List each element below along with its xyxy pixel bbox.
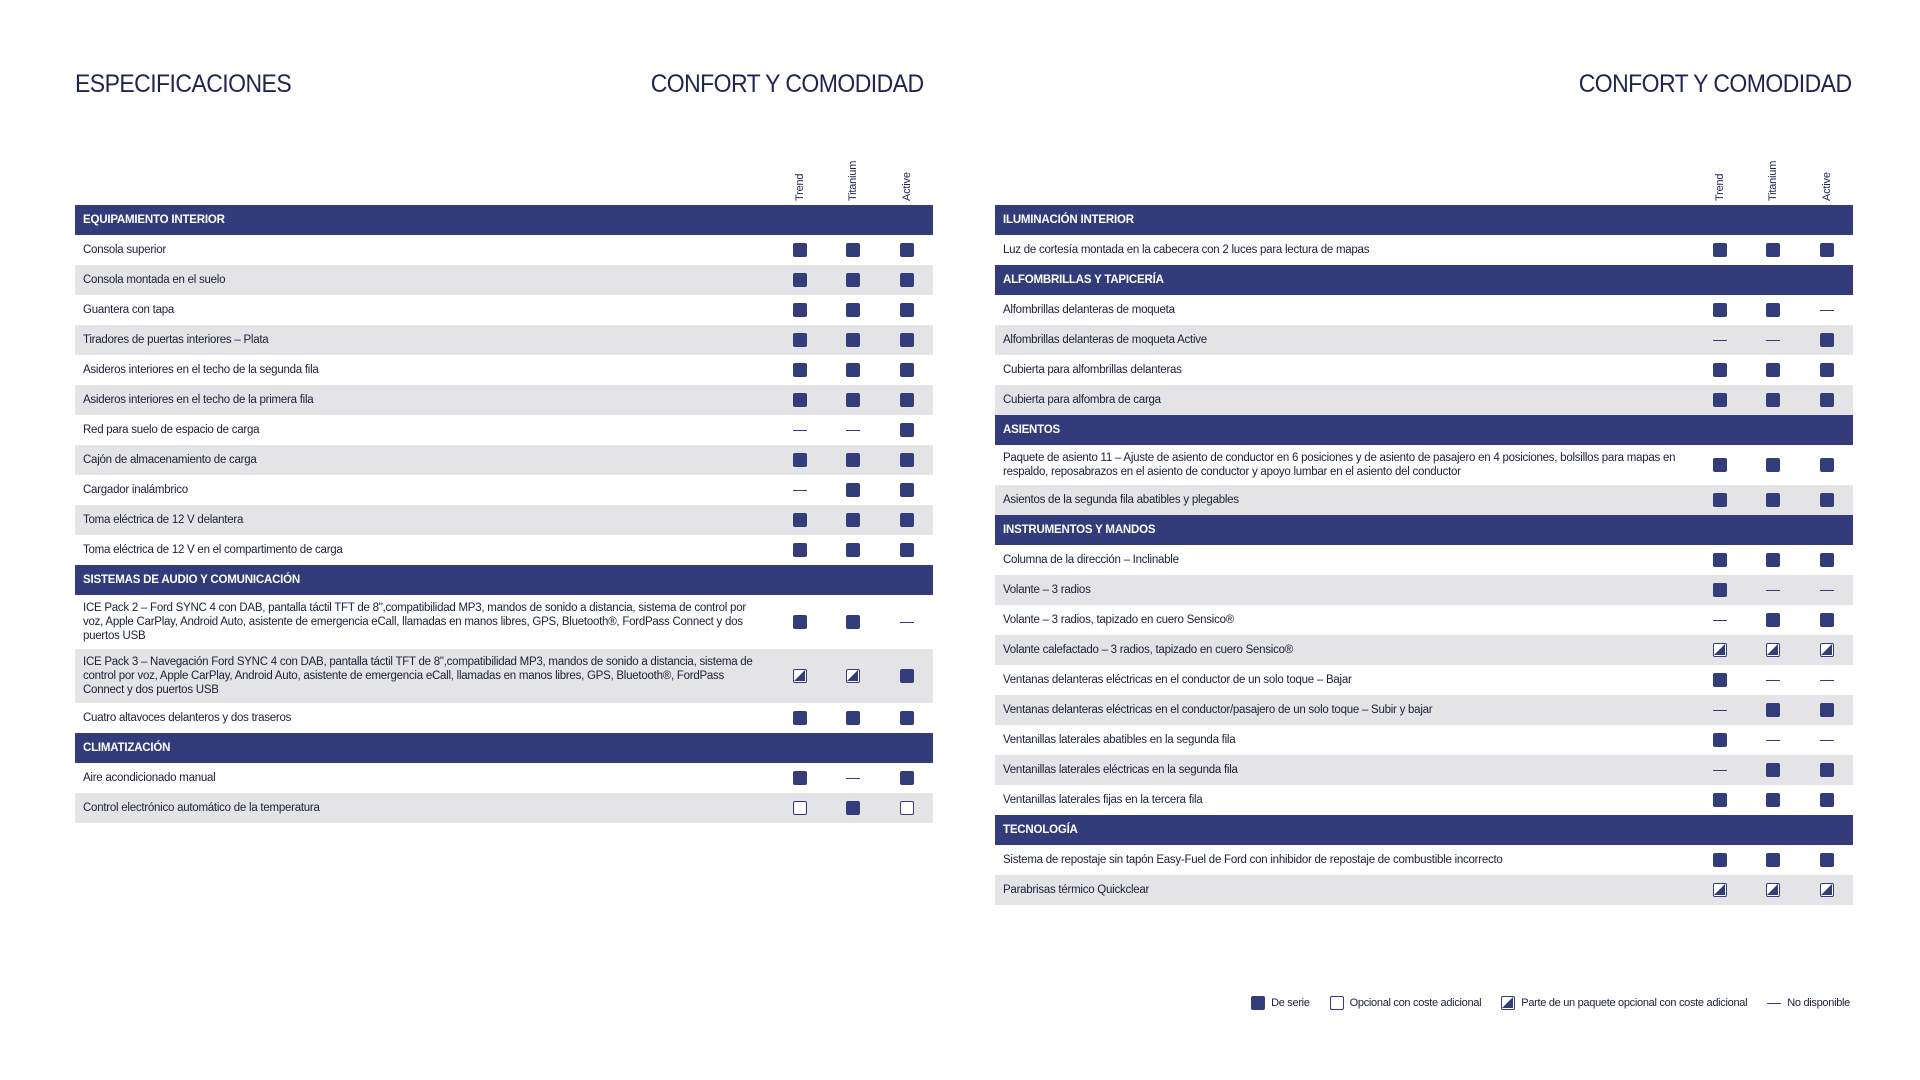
feature-label: Cuatro altavoces delanteros y dos traseros bbox=[83, 712, 292, 724]
standard-mark-icon bbox=[846, 513, 860, 527]
standard-mark-icon bbox=[793, 393, 807, 407]
standard-mark-icon bbox=[846, 303, 860, 317]
standard-mark-icon bbox=[1713, 733, 1727, 747]
standard-mark-icon bbox=[846, 543, 860, 557]
table-row bbox=[75, 703, 933, 733]
standard-mark-icon bbox=[1766, 703, 1780, 717]
standard-mark-icon bbox=[846, 273, 860, 287]
standard-mark-icon bbox=[1713, 793, 1727, 807]
standard-mark-icon bbox=[900, 771, 914, 785]
unavailable-dash-icon bbox=[1820, 590, 1834, 591]
feature-label: Alfombrillas delanteras de moqueta bbox=[1003, 304, 1175, 316]
feature-label: Ventanillas laterales eléctricas en la segunda fila bbox=[1003, 764, 1238, 776]
standard-mark-icon bbox=[846, 711, 860, 725]
standard-mark-icon bbox=[793, 513, 807, 527]
legend-package bbox=[1501, 996, 1747, 1010]
unavailable-dash-icon bbox=[1820, 310, 1834, 311]
standard-mark-icon bbox=[1766, 303, 1780, 317]
standard-mark-icon bbox=[793, 303, 807, 317]
table-row bbox=[995, 295, 1853, 325]
standard-mark-icon bbox=[1820, 493, 1834, 507]
standard-mark-icon bbox=[900, 273, 914, 287]
table-row bbox=[995, 485, 1853, 515]
table-body bbox=[75, 205, 933, 823]
standard-mark-icon bbox=[1713, 363, 1727, 377]
table-row bbox=[995, 575, 1853, 605]
table-row bbox=[995, 845, 1853, 875]
standard-mark-icon bbox=[1820, 333, 1834, 347]
table-row bbox=[75, 535, 933, 565]
standard-mark-icon bbox=[1820, 613, 1834, 627]
feature-label: Cubierta para alfombrillas delanteras bbox=[1003, 364, 1182, 376]
feature-label: Red para suelo de espacio de carga bbox=[83, 424, 260, 436]
feature-label: Volante – 3 radios bbox=[1003, 584, 1091, 596]
unavailable-dash-icon bbox=[846, 430, 860, 431]
column-trend: Trend bbox=[1714, 173, 1726, 201]
standard-mark-icon bbox=[1713, 673, 1727, 687]
table-row bbox=[75, 595, 933, 649]
feature-label: ICE Pack 2 – Ford SYNC 4 con DAB, pantalla táctil TFT de 8",compatibilidad MP3, mandos de sonido a distancia, sistema de control por voz, Apple CarPlay, Android Auto, asistente de emergencia eCall, llamadas en manos libres, GPS, Bluetooth®, FordPass Connect y dos puertos USB bbox=[83, 602, 746, 642]
table-row bbox=[75, 475, 933, 505]
package-mark-icon bbox=[1820, 643, 1834, 657]
table-body bbox=[995, 205, 1853, 905]
table-row bbox=[995, 385, 1853, 415]
standard-mark-icon bbox=[1766, 243, 1780, 257]
table-row bbox=[75, 793, 933, 823]
feature-label: Cajón de almacenamiento de carga bbox=[83, 454, 257, 466]
legend-optional bbox=[1330, 996, 1482, 1010]
feature-label: Ventanas delanteras eléctricas en el conductor/pasajero de un solo toque – Subir y bajar bbox=[1003, 704, 1433, 716]
standard-mark-icon bbox=[900, 543, 914, 557]
unavailable-dash-icon bbox=[1713, 340, 1727, 341]
table-row bbox=[995, 355, 1853, 385]
unavailable-dash-icon bbox=[846, 778, 860, 779]
standard-mark-icon bbox=[1820, 763, 1834, 777]
table-row bbox=[75, 649, 933, 703]
standard-mark-icon bbox=[793, 333, 807, 347]
table-row bbox=[995, 605, 1853, 635]
standard-mark-icon bbox=[1766, 553, 1780, 567]
unavailable-dash-icon bbox=[1766, 740, 1780, 741]
table-row bbox=[995, 325, 1853, 355]
legend-standard-label: De serie bbox=[1271, 997, 1310, 1009]
standard-mark-icon bbox=[1766, 393, 1780, 407]
section-header: INSTRUMENTOS Y MANDOS bbox=[995, 515, 1853, 545]
section-header: ILUMINACIÓN INTERIOR bbox=[995, 205, 1853, 235]
standard-mark-icon bbox=[900, 303, 914, 317]
table-row bbox=[995, 755, 1853, 785]
feature-label: Volante – 3 radios, tapizado en cuero Sensico® bbox=[1003, 614, 1234, 626]
table-row bbox=[75, 763, 933, 793]
feature-label: Consola montada en el suelo bbox=[83, 274, 226, 286]
table-row bbox=[995, 725, 1853, 755]
standard-mark-icon bbox=[900, 669, 914, 683]
standard-mark-icon bbox=[846, 801, 860, 815]
feature-label: Sistema de repostaje sin tapón Easy-Fuel de Ford con inhibidor de repostaje de combustible incorrecto bbox=[1003, 854, 1503, 866]
standard-mark-icon bbox=[1713, 243, 1727, 257]
feature-label: Toma eléctrica de 12 V en el compartimento de carga bbox=[83, 544, 343, 556]
table-row bbox=[995, 635, 1853, 665]
legend-optional-label: Opcional con coste adicional bbox=[1349, 997, 1482, 1009]
package-mark-icon bbox=[793, 669, 807, 683]
standard-mark-icon bbox=[846, 363, 860, 377]
standard-mark-icon bbox=[1820, 703, 1834, 717]
section-header: ALFOMBRILLAS Y TAPICERÍA bbox=[995, 265, 1853, 295]
package-mark-icon bbox=[846, 669, 860, 683]
section-header: SISTEMAS DE AUDIO Y COMUNICACIÓN bbox=[75, 565, 933, 595]
table-row bbox=[75, 265, 933, 295]
standard-mark-icon bbox=[1766, 853, 1780, 867]
column-headers bbox=[995, 125, 1853, 205]
standard-mark-icon bbox=[900, 363, 914, 377]
standard-mark-icon bbox=[793, 273, 807, 287]
right-spec-table bbox=[995, 125, 1853, 905]
column-titanium: Titanium bbox=[1767, 160, 1779, 201]
feature-label: Guantera con tapa bbox=[83, 304, 175, 316]
left-spec-table bbox=[75, 125, 933, 823]
unavailable-dash-icon bbox=[1766, 340, 1780, 341]
table-row bbox=[75, 325, 933, 355]
legend bbox=[1231, 996, 1850, 1010]
standard-mark-icon bbox=[793, 711, 807, 725]
empty-square-icon bbox=[1330, 996, 1344, 1010]
standard-mark-icon bbox=[1820, 393, 1834, 407]
table-row bbox=[75, 415, 933, 445]
feature-label: ICE Pack 3 – Navegación Ford SYNC 4 con DAB, pantalla táctil TFT de 8",compatibilidad MP3, mandos de sonido a distancia, sistema de control por voz, Apple CarPlay, Android Auto, asistente de emergencia eCall, llamadas en manos libres, GPS, Bluetooth®, FordPass Connect y dos puertos USB bbox=[83, 656, 753, 696]
table-row bbox=[995, 665, 1853, 695]
unavailable-dash-icon bbox=[1713, 620, 1727, 621]
column-active: Active bbox=[901, 172, 913, 201]
standard-mark-icon bbox=[1713, 458, 1727, 472]
standard-mark-icon bbox=[793, 771, 807, 785]
table-row bbox=[75, 295, 933, 325]
standard-mark-icon bbox=[793, 243, 807, 257]
feature-label: Aire acondicionado manual bbox=[83, 772, 216, 784]
dash-icon bbox=[1767, 1003, 1781, 1004]
table-row bbox=[995, 235, 1853, 265]
standard-mark-icon bbox=[1820, 243, 1834, 257]
package-mark-icon bbox=[1820, 883, 1834, 897]
standard-mark-icon bbox=[1766, 493, 1780, 507]
standard-mark-icon bbox=[900, 711, 914, 725]
table-row bbox=[75, 355, 933, 385]
standard-mark-icon bbox=[1820, 553, 1834, 567]
standard-mark-icon bbox=[846, 243, 860, 257]
standard-mark-icon bbox=[900, 393, 914, 407]
standard-mark-icon bbox=[1820, 853, 1834, 867]
standard-mark-icon bbox=[846, 333, 860, 347]
standard-mark-icon bbox=[900, 513, 914, 527]
standard-mark-icon bbox=[1713, 553, 1727, 567]
unavailable-dash-icon bbox=[1713, 710, 1727, 711]
standard-mark-icon bbox=[846, 393, 860, 407]
standard-mark-icon bbox=[1766, 458, 1780, 472]
legend-unavailable bbox=[1767, 997, 1850, 1009]
optional-mark-icon bbox=[900, 801, 914, 815]
standard-mark-icon bbox=[900, 453, 914, 467]
feature-label: Alfombrillas delanteras de moqueta Active bbox=[1003, 334, 1207, 346]
standard-mark-icon bbox=[793, 543, 807, 557]
standard-mark-icon bbox=[793, 615, 807, 629]
unavailable-dash-icon bbox=[793, 430, 807, 431]
standard-mark-icon bbox=[1766, 793, 1780, 807]
feature-label: Toma eléctrica de 12 V delantera bbox=[83, 514, 244, 526]
unavailable-dash-icon bbox=[1766, 590, 1780, 591]
standard-mark-icon bbox=[1820, 363, 1834, 377]
table-row bbox=[75, 385, 933, 415]
standard-mark-icon bbox=[1713, 303, 1727, 317]
legend-package-label: Parte de un paquete opcional con coste adicional bbox=[1521, 997, 1748, 1009]
section-header: EQUIPAMIENTO INTERIOR bbox=[75, 205, 933, 235]
standard-mark-icon bbox=[846, 483, 860, 497]
feature-label: Columna de la dirección – Inclinable bbox=[1003, 554, 1179, 566]
standard-mark-icon bbox=[846, 453, 860, 467]
table-row bbox=[995, 785, 1853, 815]
table-row bbox=[75, 445, 933, 475]
standard-mark-icon bbox=[1713, 393, 1727, 407]
unavailable-dash-icon bbox=[1766, 680, 1780, 681]
table-row bbox=[75, 235, 933, 265]
standard-mark-icon bbox=[1766, 613, 1780, 627]
package-mark-icon bbox=[1766, 883, 1780, 897]
legend-standard bbox=[1251, 996, 1310, 1010]
feature-label: Ventanillas laterales fijas en la tercera fila bbox=[1003, 794, 1203, 806]
section-title-left: CONFORT Y COMODIDAD bbox=[651, 70, 924, 98]
column-titanium: Titanium bbox=[847, 160, 859, 201]
feature-label: Parabrisas térmico Quickclear bbox=[1003, 884, 1150, 896]
standard-mark-icon bbox=[1713, 853, 1727, 867]
feature-label: Asientos de la segunda fila abatibles y plegables bbox=[1003, 494, 1239, 506]
feature-label: Tiradores de puertas interiores – Plata bbox=[83, 334, 269, 346]
standard-mark-icon bbox=[900, 243, 914, 257]
legend-unavailable-label: No disponible bbox=[1787, 997, 1850, 1009]
standard-mark-icon bbox=[900, 423, 914, 437]
standard-mark-icon bbox=[900, 483, 914, 497]
column-trend: Trend bbox=[794, 173, 806, 201]
package-mark-icon bbox=[1713, 643, 1727, 657]
feature-label: Luz de cortesía montada en la cabecera con 2 luces para lectura de mapas bbox=[1003, 244, 1370, 256]
table-row bbox=[995, 695, 1853, 725]
section-header: CLIMATIZACIÓN bbox=[75, 733, 933, 763]
package-mark-icon bbox=[1713, 883, 1727, 897]
standard-mark-icon bbox=[846, 615, 860, 629]
unavailable-dash-icon bbox=[1820, 740, 1834, 741]
feature-label: Consola superior bbox=[83, 244, 166, 256]
unavailable-dash-icon bbox=[1820, 680, 1834, 681]
unavailable-dash-icon bbox=[793, 490, 807, 491]
half-filled-square-icon bbox=[1501, 996, 1515, 1010]
column-headers bbox=[75, 125, 933, 205]
feature-label: Control electrónico automático de la temperatura bbox=[83, 802, 320, 814]
page-title: ESPECIFICACIONES bbox=[75, 70, 292, 98]
feature-label: Cubierta para alfombra de carga bbox=[1003, 394, 1161, 406]
section-header: ASIENTOS bbox=[995, 415, 1853, 445]
feature-label: Asideros interiores en el techo de la primera fila bbox=[83, 394, 314, 406]
standard-mark-icon bbox=[793, 363, 807, 377]
standard-mark-icon bbox=[793, 453, 807, 467]
feature-label: Paquete de asiento 11 – Ajuste de asiento de conductor en 6 posiciones y de asiento de pasajero en 4 posiciones, bolsillos para mapas en respaldo, reposabrazos en el asiento de conductor y apoyo lumbar en el asiento del conductor bbox=[1003, 452, 1676, 478]
standard-mark-icon bbox=[1766, 763, 1780, 777]
feature-label: Ventanas delanteras eléctricas en el conductor de un solo toque – Bajar bbox=[1003, 674, 1352, 686]
standard-mark-icon bbox=[1713, 493, 1727, 507]
table-row bbox=[75, 505, 933, 535]
unavailable-dash-icon bbox=[900, 622, 914, 623]
table-row bbox=[995, 545, 1853, 575]
section-title-right: CONFORT Y COMODIDAD bbox=[1579, 70, 1852, 98]
standard-mark-icon bbox=[1820, 458, 1834, 472]
filled-square-icon bbox=[1251, 996, 1265, 1010]
table-row bbox=[995, 875, 1853, 905]
standard-mark-icon bbox=[1713, 583, 1727, 597]
unavailable-dash-icon bbox=[1713, 770, 1727, 771]
standard-mark-icon bbox=[900, 333, 914, 347]
feature-label: Volante calefactado – 3 radios, tapizado en cuero Sensico® bbox=[1003, 644, 1293, 656]
package-mark-icon bbox=[1766, 643, 1780, 657]
feature-label: Ventanillas laterales abatibles en la segunda fila bbox=[1003, 734, 1236, 746]
standard-mark-icon bbox=[1820, 793, 1834, 807]
feature-label: Asideros interiores en el techo de la segunda fila bbox=[83, 364, 319, 376]
table-row bbox=[995, 445, 1853, 485]
feature-label: Cargador inalámbrico bbox=[83, 484, 188, 496]
section-header: TECNOLOGÍA bbox=[995, 815, 1853, 845]
column-active: Active bbox=[1821, 172, 1833, 201]
optional-mark-icon bbox=[793, 801, 807, 815]
standard-mark-icon bbox=[1766, 363, 1780, 377]
